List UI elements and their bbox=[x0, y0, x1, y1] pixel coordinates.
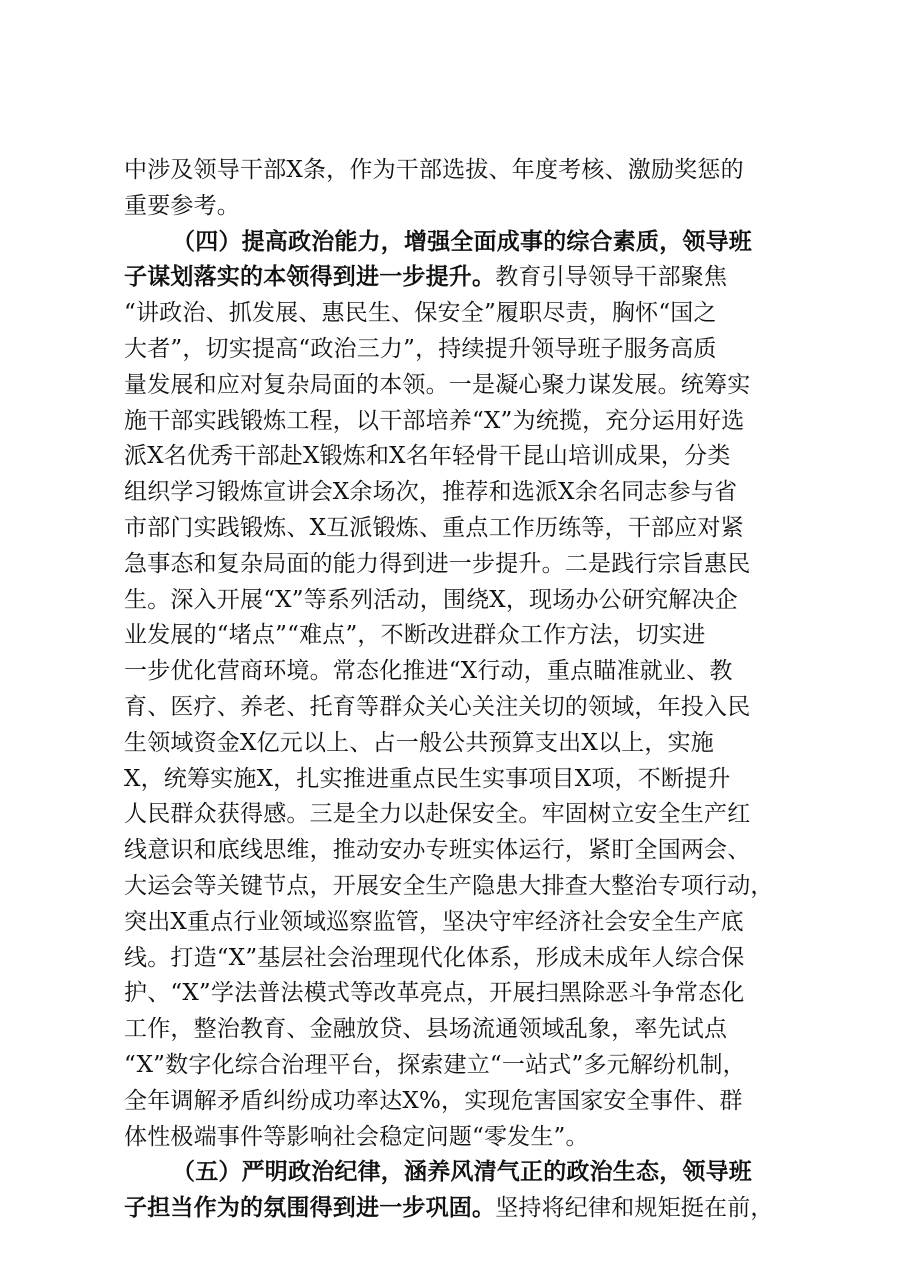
text-line bbox=[124, 723, 794, 763]
text-line bbox=[124, 544, 794, 584]
text-segment: 量发展和应对复杂局面的本领。一是凝心聚力谋发展。统筹实 bbox=[124, 371, 751, 398]
text-segment: 施干部实践锻炼工程，以干部培养“X”为统揽，充分运用好选 bbox=[124, 407, 745, 434]
text-segment: 教育引导领导干部聚焦 bbox=[495, 264, 728, 291]
text-segment: “讲政治、抓发展、惠民生、保安全”履职尽责，胸怀“国之 bbox=[124, 300, 717, 327]
text-line bbox=[124, 902, 794, 942]
text-segment: 人民群众获得感。三是全力以赴保安全。牢固树立安全生产红 bbox=[124, 801, 751, 828]
text-line bbox=[124, 938, 794, 978]
text-line bbox=[124, 794, 794, 834]
text-segment: 业发展的“堵点”“难点”，不断改进群众工作方法，切实进 bbox=[124, 622, 706, 649]
bold-text-segment: （四）提高政治能力，增强全面成事的综合素质，领导班 bbox=[172, 227, 752, 255]
text-segment: 线意识和底线思维，推动安办专班实体运行，紧盯全国两会、 bbox=[124, 837, 751, 864]
text-segment: 大者”，切实提高“政治三力”，持续提升领导班子服务高质 bbox=[124, 336, 717, 362]
text-segment: X，统筹实施X，扎实推进重点民生实事项目X项，不断提升 bbox=[124, 765, 731, 792]
text-line bbox=[124, 615, 794, 655]
text-line bbox=[124, 580, 794, 620]
text-line bbox=[124, 651, 794, 691]
text-line bbox=[124, 1009, 794, 1049]
text-line bbox=[124, 186, 794, 226]
text-line bbox=[124, 1081, 794, 1121]
text-segment: 护、“X”学法普法模式等改革亮点，开展扫黑除恶斗争常态化 bbox=[124, 980, 745, 1007]
text-segment: 生。深入开展“X”等系列活动，围绕X，现场办公研究解决企 bbox=[124, 586, 738, 613]
text-line bbox=[124, 830, 794, 870]
text-line bbox=[124, 973, 794, 1013]
text-line bbox=[124, 293, 794, 333]
text-line bbox=[124, 150, 794, 190]
text-segment: 线。打造“X”基层社会治理现代化体系，形成未成年人综合保 bbox=[124, 944, 745, 971]
text-segment: 突出X重点行业领域巡察监管，坚决守牢经济社会安全生产底 bbox=[124, 908, 744, 935]
text-segment: 全年调解矛盾纠纷成功率达X%，实现危害国家安全事件、群 bbox=[124, 1087, 743, 1114]
text-segment: 组织学习锻炼宣讲会X余场次，推荐和选派X余名同志参与省 bbox=[124, 479, 738, 506]
text-line bbox=[124, 257, 794, 297]
text-line bbox=[124, 866, 794, 906]
text-segment: 市部门实践锻炼、X互派锻炼、重点工作历练等，干部应对紧 bbox=[124, 515, 744, 541]
text-line bbox=[124, 472, 794, 512]
text-segment: 体性极端事件等影响社会稳定问题“零发生”。 bbox=[124, 1123, 589, 1150]
text-line bbox=[124, 365, 794, 405]
bold-text-segment: 子担当作为的氛围得到进一步巩固。 bbox=[124, 1194, 496, 1222]
bold-text-segment: （五）严明政治纪律，涵养风清气正的政治生态，领导班 bbox=[172, 1158, 752, 1186]
text-line bbox=[124, 687, 794, 727]
text-line bbox=[124, 329, 794, 369]
bold-text-segment: 子谋划落实的本领得到进一步提升。 bbox=[124, 263, 496, 291]
text-line bbox=[124, 436, 794, 476]
text-segment: 育、医疗、养老、托育等群众关心关注关切的领域，年投入民 bbox=[124, 694, 751, 720]
text-line bbox=[172, 222, 794, 262]
text-segment: “X”数字化综合治理平台，探索建立“一站式”多元解纷机制， bbox=[124, 1052, 746, 1078]
text-segment: 工作，整治教育、金融放贷、县场流通领域乱象，率先试点 bbox=[124, 1016, 728, 1043]
text-segment: 中涉及领导干部X条，作为干部选拔、年度考核、激励奖惩的 bbox=[124, 157, 744, 183]
text-segment: 坚持将纪律和规矩挺在前， bbox=[495, 1195, 774, 1222]
text-line bbox=[124, 759, 794, 799]
text-line bbox=[124, 1188, 794, 1228]
text-segment: 大运会等关键节点，开展安全生产隐患大排查大整治专项行动， bbox=[124, 873, 774, 899]
text-segment: 急事态和复杂局面的能力得到进一步提升。二是践行宗旨惠民 bbox=[124, 550, 751, 577]
text-segment: 派X名优秀干部赴X锻炼和X名年轻骨干昆山培训成果，分类 bbox=[124, 443, 731, 470]
text-line bbox=[124, 1045, 794, 1085]
text-segment: 生领域资金X亿元以上、占一般公共预算支出X以上，实施 bbox=[124, 729, 714, 756]
text-segment: 重要参考。 bbox=[124, 192, 240, 219]
text-line bbox=[124, 1117, 794, 1157]
text-line bbox=[124, 508, 794, 548]
text-line bbox=[172, 1152, 794, 1192]
text-line bbox=[124, 401, 794, 441]
text-segment: 一步优化营商环境。常态化推进“X行动，重点瞄准就业、教 bbox=[124, 658, 733, 685]
